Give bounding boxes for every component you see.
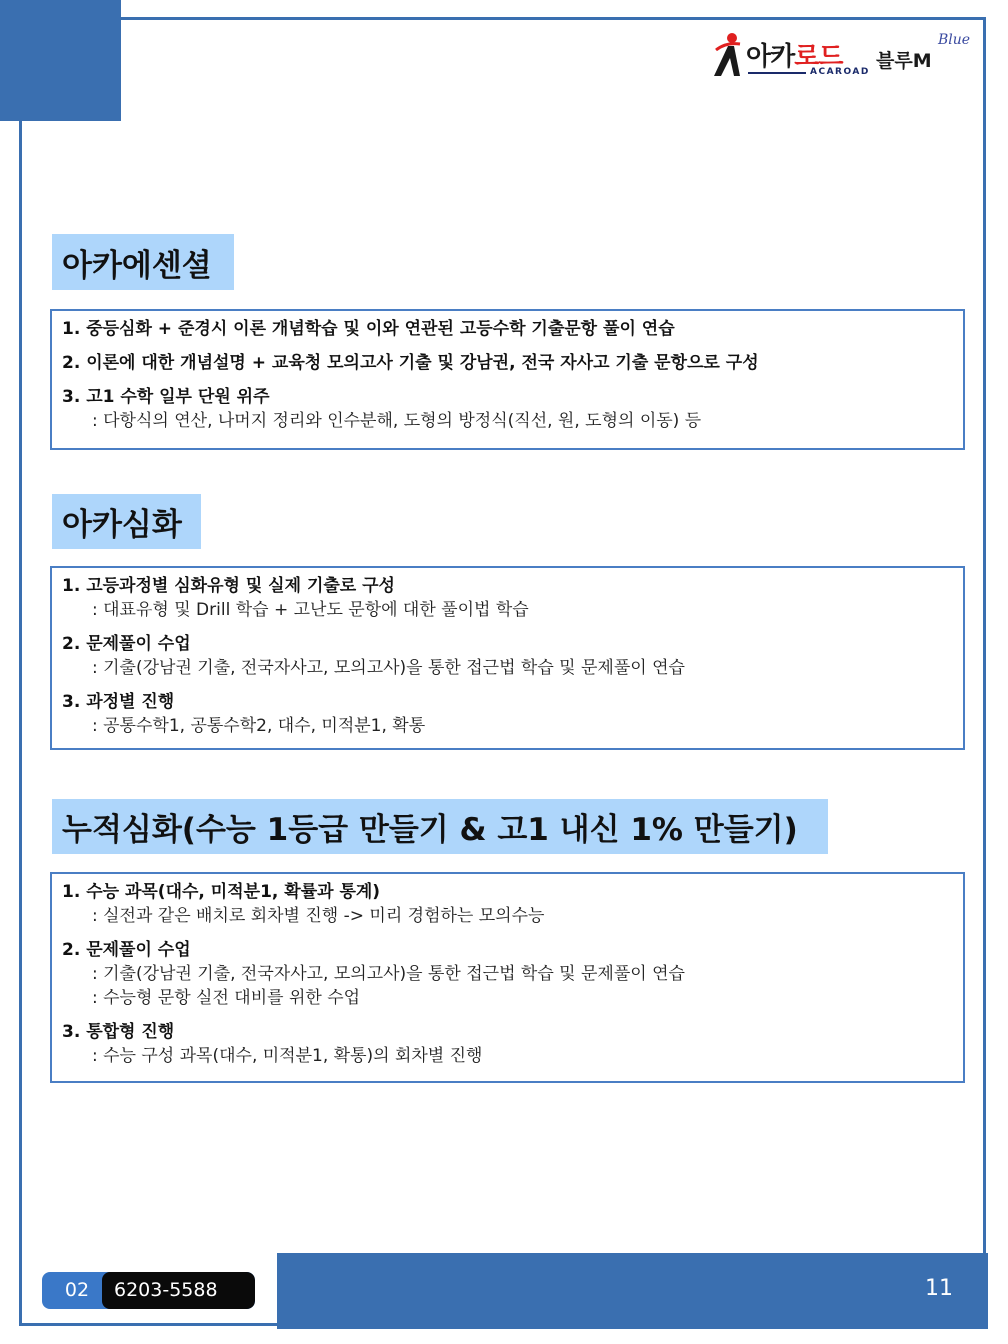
item-title: 3. 과정별 진행 xyxy=(62,692,175,712)
section-title-cumulative: 누적심화(수능 1등급 만들기 & 고1 내신 1% 만들기) xyxy=(52,799,828,854)
item-title: 1. 중등심화 + 준경시 이론 개념학습 및 이와 연관된 고등수학 기출문항 풀이 연습 xyxy=(62,319,675,339)
item-detail: : 기출(강남권 기출, 전국자사고, 모의고사)을 통한 접근법 학습 및 문제풀이 연습 xyxy=(92,658,685,678)
item-detail: : 수능형 문항 실전 대비를 위한 수업 xyxy=(92,988,361,1008)
logo-subtext: ACAROAD xyxy=(810,67,870,77)
section-box-advanced xyxy=(50,566,965,750)
item-title: 2. 이론에 대한 개념설명 + 교육청 모의고사 기출 및 강남권, 전국 자사고 기출 문항으로 구성 xyxy=(62,353,759,373)
section-title-essential: 아카에센셜 xyxy=(52,234,234,290)
list-item xyxy=(62,690,953,738)
item-title: 3. 통합형 진행 xyxy=(62,1022,175,1042)
list-item xyxy=(62,351,953,375)
list-item xyxy=(62,1020,953,1068)
item-title: 3. 고1 수학 일부 단원 위주 xyxy=(62,387,270,407)
phone-badge xyxy=(42,1272,255,1309)
footer-bar xyxy=(277,1253,988,1329)
runner-logo-icon xyxy=(710,32,746,78)
list-item xyxy=(62,574,953,622)
item-title: 2. 문제풀이 수업 xyxy=(62,634,191,654)
phone-number: 6203-5588 xyxy=(102,1272,255,1309)
logo-product-name: 블루M xyxy=(876,50,932,72)
item-detail: : 실전과 같은 배치로 회차별 진행 -> 미리 경험하는 모의수능 xyxy=(92,906,545,926)
logo-wordmark: 아카로드 xyxy=(746,42,843,72)
section-box-essential xyxy=(50,309,965,450)
item-detail: : 공통수학1, 공통수학2, 대수, 미적분1, 확통 xyxy=(92,716,426,736)
item-title: 1. 고등과정별 심화유형 및 실제 기출로 구성 xyxy=(62,576,395,596)
section-box-cumulative xyxy=(50,872,965,1083)
section-title-advanced: 아카심화 xyxy=(52,494,201,549)
page-number: 11 xyxy=(925,1276,953,1301)
list-item xyxy=(62,385,953,433)
phone-area-code: 02 xyxy=(64,1279,90,1301)
item-detail: : 대표유형 및 Drill 학습 + 고난도 문항에 대한 풀이법 학습 xyxy=(92,600,529,620)
logo-underline xyxy=(748,72,806,74)
item-title: 1. 수능 과목(대수, 미적분1, 확률과 통계) xyxy=(62,882,381,902)
item-detail: : 다항식의 연산, 나머지 정리와 인수분해, 도형의 방정식(직선, 원, 도형의 이동) 등 xyxy=(92,411,702,431)
list-item xyxy=(62,632,953,680)
list-item xyxy=(62,317,953,341)
corner-decoration xyxy=(0,0,121,121)
item-title: 2. 문제풀이 수업 xyxy=(62,940,191,960)
acaroad-logo xyxy=(710,32,975,82)
item-detail: : 기출(강남권 기출, 전국자사고, 모의고사)을 통한 접근법 학습 및 문제풀이 연습 xyxy=(92,964,685,984)
logo-script-text: Blue xyxy=(938,32,971,48)
list-item xyxy=(62,938,953,1010)
item-detail: : 수능 구성 과목(대수, 미적분1, 확통)의 회차별 진행 xyxy=(92,1046,483,1066)
list-item xyxy=(62,880,953,928)
